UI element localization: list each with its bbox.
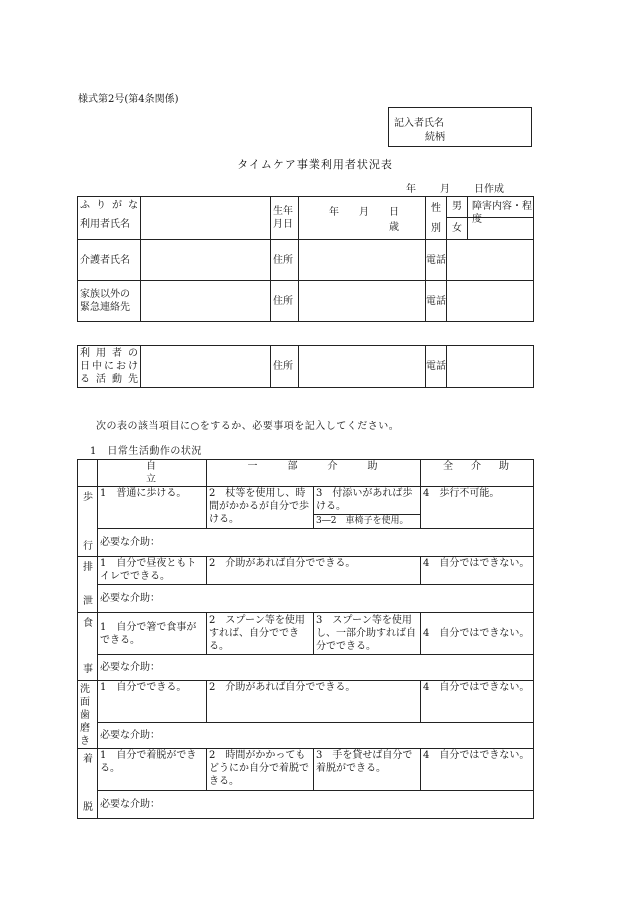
walking-option-1[interactable]: 1 普通に歩ける。 [98,487,207,529]
eating-option-1[interactable]: 1 自分で箸で食事ができる。 [98,613,207,655]
category-toileting: 排 泄 [78,557,98,613]
caregiver-name-field[interactable] [141,240,271,281]
washing-option-2[interactable]: 2 介助があれば自分でできる。 [207,681,421,723]
eating-option-4[interactable]: 4 自分ではできない。 [421,613,534,655]
birthdate-field[interactable]: 年 月 日 歳 [299,197,426,240]
category-washing: 洗 面 歯 磨 き [78,681,98,749]
user-name-field[interactable] [141,197,271,240]
washing-needed-help[interactable]: 必要な介助： [98,723,534,749]
date-day-created: 日作成 [474,184,504,195]
dressing-option-1[interactable]: 1 自分で着脱ができる。 [98,749,207,791]
daytime-phone-label: 電話 [426,346,447,388]
toileting-option-4[interactable]: 4 自分ではできない。 [421,557,534,585]
eating-option-2[interactable]: 2 スプーン等を使用すれば、自分でできる。 [207,613,314,655]
writer-relation-label: 続柄 [425,132,445,143]
daytime-activity-table [77,345,534,388]
user-info-table [77,196,534,322]
emergency-contact-label: 家族以外の 緊急連絡先 [78,281,141,322]
walking-option-4[interactable]: 4 歩行不可能。 [421,487,534,529]
toileting-option-1[interactable]: 1 自分で昼夜ともトイレでできる。 [98,557,207,585]
sex-female-option[interactable]: 女 [447,218,468,239]
date-year: 年 [406,184,416,195]
daytime-phone-field[interactable] [447,346,534,388]
birthdate-label: 生年 月日 [271,197,299,240]
form-number: 様式第2号(第4条関係) [78,94,179,105]
dressing-needed-help[interactable]: 必要な介助： [98,791,534,819]
sex-label: 性 別 [426,197,447,240]
caregiver-label: 介護者氏名 [78,240,141,281]
caregiver-address-field[interactable] [299,240,426,281]
category-walking: 歩 行 [78,487,98,557]
header-full: 全介助 [421,460,534,487]
date-month: 月 [440,184,450,195]
category-dressing: 着 脱 [78,749,98,819]
walking-option-2[interactable]: 2 杖等を使用し、時間がかかるが自分で歩ける。 [207,487,314,529]
toileting-option-2[interactable]: 2 介助があれば自分でできる。 [207,557,421,585]
header-partial: 一部介助 [207,460,421,487]
sex-and-disability [447,197,534,225]
washing-option-1[interactable]: 1 自分でできる。 [98,681,207,723]
toileting-needed-help[interactable]: 必要な介助： [98,585,534,613]
dressing-option-4[interactable]: 4 自分ではできない。 [421,749,534,791]
emergency-address-label: 住所 [271,281,299,322]
caregiver-phone-label: 電話 [426,240,447,281]
adl-table [77,459,534,819]
writer-info-box [388,107,532,147]
adl-corner [78,460,98,487]
walking-needed-help[interactable]: 必要な介助： [98,529,534,557]
emergency-phone-field[interactable] [447,281,534,322]
sex-male-option[interactable]: 男 [447,197,468,217]
washing-option-4[interactable]: 4 自分ではできない。 [421,681,534,723]
dressing-option-2[interactable]: 2 時間がかかってもどうにか自分で着脱できる。 [207,749,314,791]
daytime-activity-field[interactable] [141,346,271,388]
writer-name-label: 記入者氏名 [394,118,444,129]
caregiver-phone-field[interactable] [447,240,534,281]
header-independent: 自立 [98,460,207,487]
walking-option-3-2[interactable]: 3―2 車椅子を使用。 [314,515,421,529]
eating-option-3[interactable]: 3 スプーン等を使用し、一部介助すれば自分でできる。 [314,613,421,655]
daytime-address-label: 住所 [271,346,299,388]
category-eating: 食 事 [78,613,98,681]
daytime-activity-label: 利用者の 日中におけ る活動先 [78,346,141,388]
emergency-phone-label: 電話 [426,281,447,322]
walking-option-3[interactable]: 3 付添いがあれば歩ける。 [314,487,421,515]
daytime-address-field[interactable] [299,346,426,388]
eating-needed-help[interactable]: 必要な介助： [98,655,534,681]
user-name-label: 利用者氏名 [78,218,141,240]
disability-label: 障害内容・程度 [472,201,532,225]
emergency-contact-field[interactable] [141,281,271,322]
emergency-address-field[interactable] [299,281,426,322]
instruction-text: 次の表の該当項目に○をするか、必要事項を記入してください。 [96,421,400,432]
page-title: タイムケア事業利用者状況表 [237,158,393,171]
dressing-option-3[interactable]: 3 手を貸せば自分で着脱ができる。 [314,749,421,791]
section-title: 1 日常生活動作の状況 [90,446,202,457]
sex-female-row [447,218,534,240]
furigana-label: ふりがな [78,197,141,218]
caregiver-address-label: 住所 [271,240,299,281]
